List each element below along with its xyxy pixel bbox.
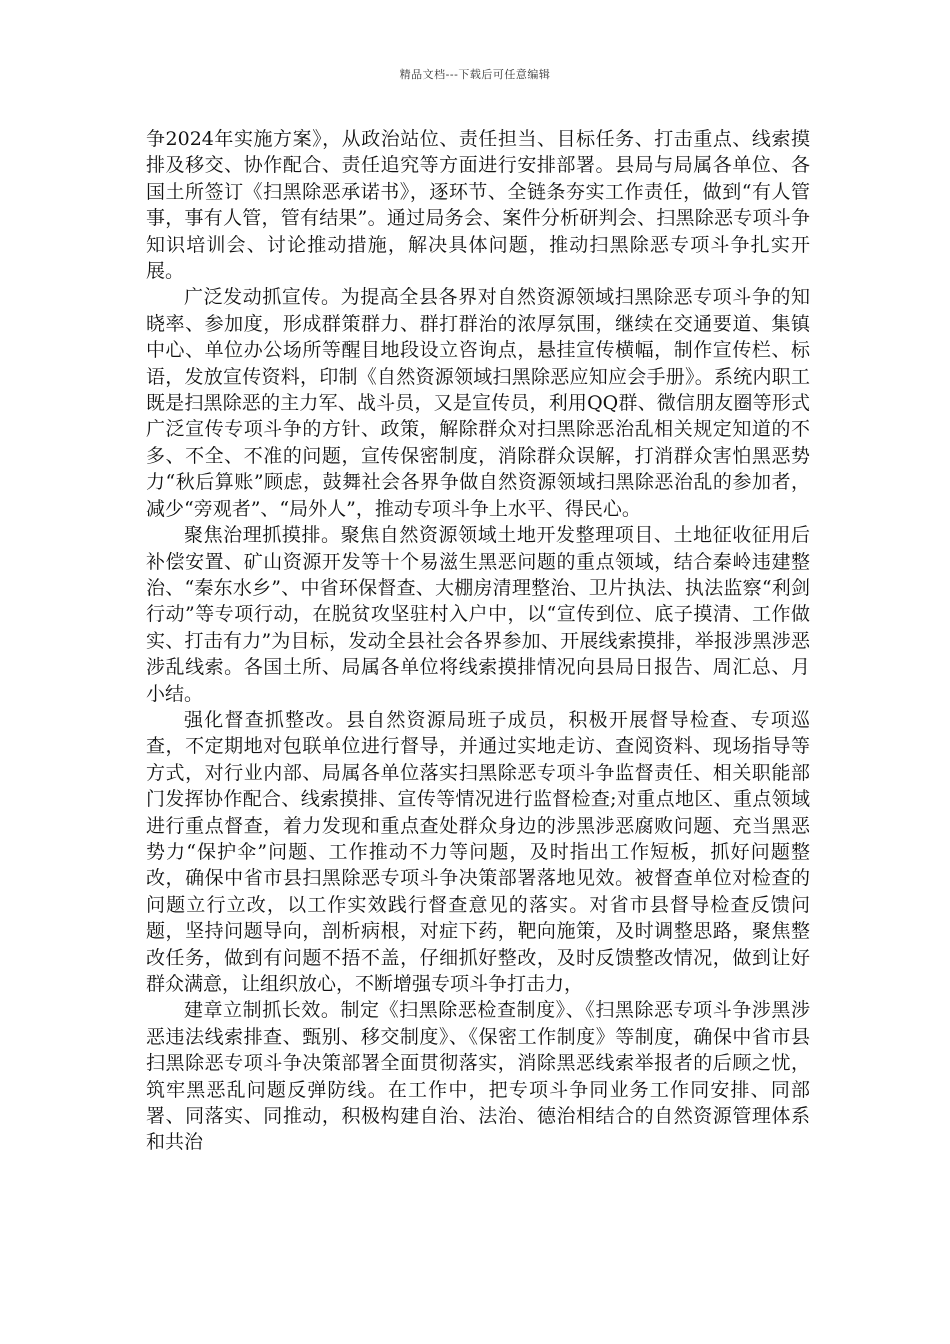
paragraph-supervision: 强化督查抓整改。县自然资源局班子成员，积极开展督导检查、专项巡查，不定期地对包联单位进行督导，并通过实地走访、查阅资料、现场指导等方式，对行业内部、局属各单位落实扫黑除恶专项斗争监督责任、相关职能部门发挥协作配合、线索摸排、宣传等情况进行监督检查;对重点地区、重点领域进行重点督查，着力发现和重点查处群众身边的涉黑涉恶腐败问题、充当黑恶势力“保护伞”问题、工作推动不力等问题，及时指出工作短板，抓好问题整改，确保中省市县扫黑除恶专项斗争决策部署落地见效。被督查单位对检查的问题立行立改，以工作实效践行督查意见的落实。对省市县督导检查反馈问题，坚持问题导向，剖析病根，对症下药，靶向施策，及时调整思路，聚焦整改任务，做到有问题不捂不盖，仔细抓好整改，及时反馈整改情况，做到让好群众满意，让组织放心，不断增强专项斗争打击力， xyxy=(146,708,810,995)
page-header: 精品文档---下载后可任意编辑 xyxy=(399,68,551,81)
document-body xyxy=(146,126,810,1156)
paragraph-continuation: 争2024年实施方案》，从政治站位、责任担当、目标任务、打击重点、线索摸排及移交、协作配合、责任追究等方面进行安排部署。县局与局属各单位、各国土所签订《扫黑除恶承诺书》，逐环节、全链条夯实工作责任，做到“有人管事，事有人管，管有结果”。通过局务会、案件分析研判会、扫黑除恶专项斗争知识培训会、讨论推动措施，解决具体问题，推动扫黑除恶专项斗争扎实开展。 xyxy=(146,128,810,283)
paragraph-investigation: 聚焦治理抓摸排。聚焦自然资源领域土地开发整理项目、土地征收征用后补偿安置、矿山资源开发等十个易滋生黑恶问题的重点领域，结合秦岭违建整治、“秦东水乡”、中省环保督查、大棚房清理整治、卫片执法、执法监察“利剑行动”等专项行动，在脱贫攻坚驻村入户中，以“宣传到位、底子摸清、工作做实、打击有力”为目标，发动全县社会各界参加、开展线索摸排，举报涉黑涉恶涉乱线索。各国土所、局属各单位将线索摸排情况向县局日报告、周汇总、月小结。 xyxy=(146,524,810,705)
paragraph-institution: 建章立制抓长效。制定《扫黑除恶检查制度》、《扫黑除恶专项斗争涉黑涉恶违法线索排查、甄别、移交制度》、《保密工作制度》等制度，确保中省市县扫黑除恶专项斗争决策部署全面贯彻落实，消除黑恶线索举报者的后顾之忧，筑牢黑恶乱问题反弹防线。在工作中，把专项斗争同业务工作同安排、同部署、同落实、同推动，积极构建自治、法治、德治相结合的自然资源管理体系和共治 xyxy=(146,999,810,1154)
paragraph-publicity: 广泛发动抓宣传。为提高全县各界对自然资源领域扫黑除恶专项斗争的知晓率、参加度，形成群策群力、群打群治的浓厚氛围，继续在交通要道、集镇中心、单位办公场所等醒目地段设立咨询点，悬挂宣传横幅，制作宣传栏、标语，发放宣传资料，印制《自然资源领域扫黑除恶应知应会手册》。系统内职工既是扫黑除恶的主力军、战斗员，又是宣传员，利用QQ群、微信朋友圈等形式广泛宣传专项斗争的方针、政策，解除群众对扫黑除恶治乱相关规定知道的不多、不全、不准的问题，宣传保密制度，消除群众误解，打消群众害怕黑恶势力“秋后算账”顾虑，鼓舞社会各界争做自然资源领域扫黑除恶治乱的参加者，减少“旁观者”、“局外人”，推动专项斗争上水平、得民心。 xyxy=(146,286,810,520)
